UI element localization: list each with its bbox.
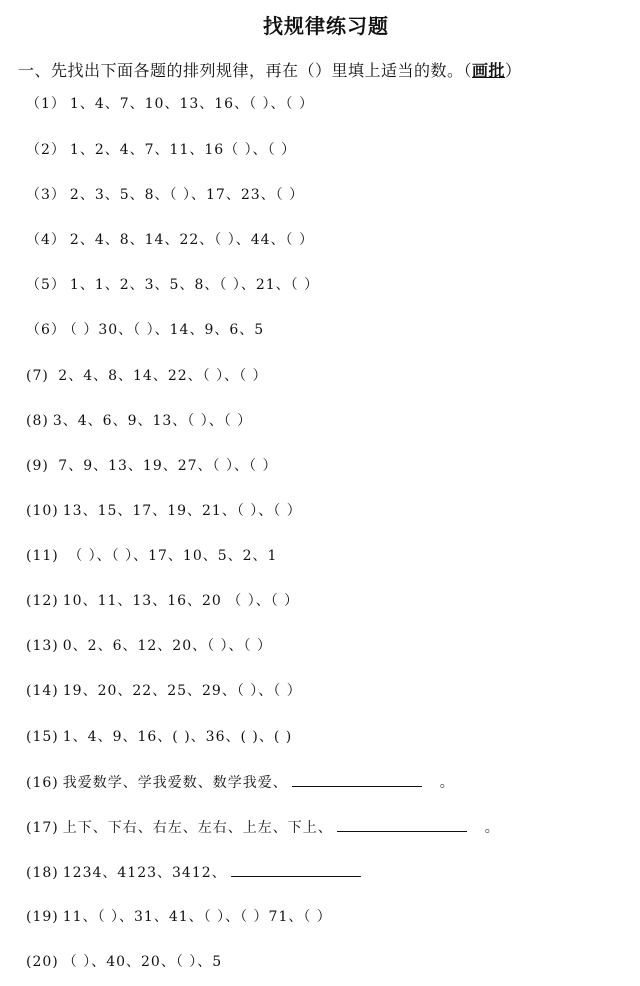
problem-number: (13) [26, 638, 59, 654]
problem-1 [26, 94, 630, 114]
problem-text: （ ）30、（ ）、14、9、6、5 [69, 322, 265, 338]
problem-20 [26, 952, 630, 972]
problem-12 [26, 591, 630, 611]
problem-text: 1234、4123、3412、 [62, 865, 227, 881]
problem-number: (19) [26, 909, 59, 925]
problem-5 [26, 275, 630, 295]
instruction-prefix: 一、先找出下面各题的排列规律，再在（）里填上适当的数。（ [18, 61, 473, 80]
answer-blank[interactable] [231, 862, 361, 877]
problem-number: （1） [26, 96, 66, 112]
problem-text: （ ）、（ ）、17、10、5、2、1 [62, 548, 278, 564]
problem-number: (18) [26, 865, 59, 881]
problem-number: (10) [26, 503, 59, 519]
problem-text: 1、2、4、7、11、16（ ）、（ ） [69, 142, 297, 158]
problem-number: (11) [26, 548, 59, 564]
problem-10 [26, 501, 630, 521]
answer-blank[interactable] [337, 817, 467, 832]
problem-11 [26, 546, 630, 566]
problem-text: 1、4、7、10、13、16、（ ）、（ ） [69, 96, 314, 112]
instruction-emphasis: 画批 [472, 61, 506, 80]
problem-text: 19、20、22、25、29、（ ）、（ ） [62, 683, 302, 699]
problem-15 [26, 727, 630, 747]
problem-number: (17) [26, 820, 59, 836]
problem-tail: 。 [439, 775, 455, 791]
problem-number: (8) [26, 413, 49, 429]
problem-3 [26, 185, 630, 205]
problem-17 [26, 817, 630, 838]
problem-text: 7、9、13、19、27、（ ）、（ ） [52, 458, 278, 474]
problem-number: (9) [26, 458, 49, 474]
problem-9 [26, 456, 630, 476]
problem-6 [26, 320, 630, 340]
problem-text: （ ）、40、20、（ ）、5 [62, 954, 223, 970]
problem-text: 1、4、9、16、( )、36、( )、( ) [62, 729, 293, 745]
problem-number: (15) [26, 729, 59, 745]
problem-text: 2、4、8、14、22、（ ）、44、（ ） [69, 232, 314, 248]
problem-13 [26, 636, 630, 656]
problem-text: 1、1、2、3、5、8、（ ）、21、（ ） [69, 277, 320, 293]
problem-7 [26, 366, 630, 386]
problem-number: (12) [26, 593, 59, 609]
problem-4 [26, 230, 630, 250]
instruction-line [18, 58, 632, 81]
problem-text: 0、2、6、12、20、（ ）、（ ） [62, 638, 273, 654]
problem-number: (20) [26, 954, 59, 970]
problem-tail: 。 [484, 820, 500, 836]
problem-number: （4） [26, 232, 66, 248]
instruction-suffix: ） [505, 61, 522, 80]
problem-text: 我爱数学、学我爱数、数学我爱、 [62, 775, 288, 791]
problem-text: 上下、下右、右左、左右、上左、下上、 [62, 820, 333, 836]
problem-text: 10、11、13、16、20 （ ）、（ ） [62, 593, 300, 609]
page-title: 找规律练习题 [263, 14, 389, 38]
problem-19 [26, 907, 630, 927]
problem-number: （6） [26, 322, 66, 338]
answer-blank[interactable] [292, 772, 422, 787]
problem-text: 3、4、6、9、13、（ ）、（ ） [52, 413, 253, 429]
problem-text: 2、3、5、8、（ ）、17、23、（ ） [69, 187, 305, 203]
problem-number: (14) [26, 683, 59, 699]
problem-16 [26, 772, 630, 793]
problem-number: （3） [26, 187, 66, 203]
problem-text: 2、4、8、14、22、（ ）、（ ） [52, 368, 268, 384]
problem-number: (7) [26, 368, 49, 384]
problem-18 [26, 862, 630, 883]
problem-text: 11、（ ）、31、41、（ ）、（ ）71、（ ） [62, 909, 332, 925]
problem-text: 13、15、17、19、21、（ ）、（ ） [62, 503, 302, 519]
problem-number: (16) [26, 775, 59, 791]
problem-8 [26, 411, 630, 431]
problem-14 [26, 681, 630, 701]
problem-number: （5） [26, 277, 66, 293]
problem-2 [26, 140, 630, 160]
problem-number: （2） [26, 142, 66, 158]
